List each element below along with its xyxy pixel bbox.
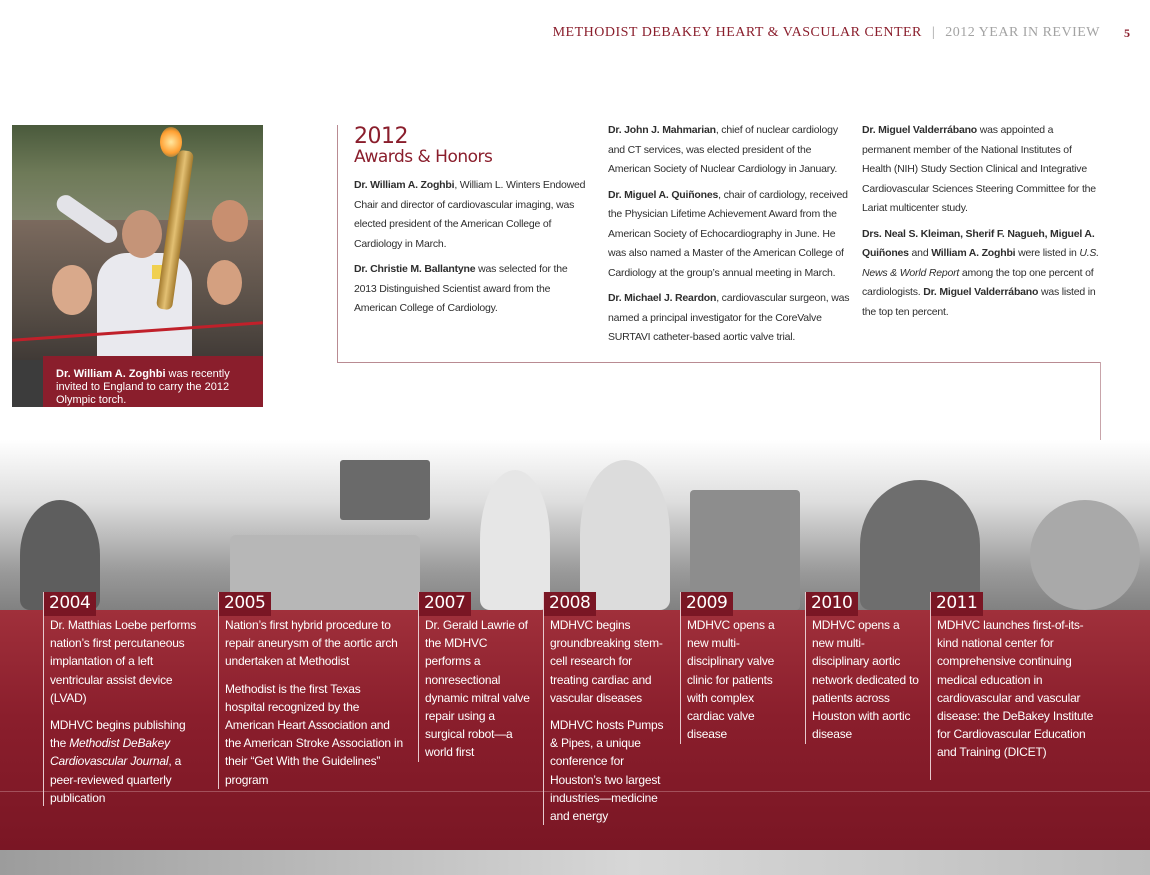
milestone-2007 [418,592,530,771]
olympic-torch-photo [12,125,263,407]
award-name: Dr. Miguel A. Quiñones [608,188,719,201]
milestone-line [43,592,44,806]
milestone-paragraph: MDHVC opens a new multi-disciplinary aortic network dedicated to patients across Houston with aortic disease [812,618,919,742]
page-number: 5 [1124,26,1130,40]
header-separator: | [931,25,936,40]
award-text: , chief of nuclear cardiology and CT services, was elected president of the American Society of Nuclear Cardiology in January. [608,124,838,175]
awards-frame-connector [1100,362,1101,442]
milestone-line [680,592,681,744]
award-name: Drs. Neal S. Kleiman, Sherif F. Nagueh, Miguel A. Quiñones [862,227,1095,259]
award-name: Dr. Miguel Valderrábano [862,124,978,136]
collage-monitor [340,460,430,520]
awards-column-2 [608,121,853,354]
awards-column-1 [354,176,590,325]
award-text: was appointed a permanent member of the National Institutes of Health (NIH) Study Section Clinical and Integrative Cardiovascular Sciences Steering Committee for the Lariat multicenter study. [862,124,1096,214]
award-entry [608,121,853,180]
milestone-line [930,592,931,780]
award-text: , William L. Winters Endowed Chair and director of cardiovascular imaging, was elected president of the American College of Cardiology in March. [354,179,586,250]
award-entry [354,260,590,319]
photo-spectator [212,200,248,242]
collage-doctor-figure [580,460,670,610]
journal-title: Methodist DeBakey Cardiovascular Journal [50,736,170,769]
award-entry [608,289,853,348]
milestone-2004 [43,592,203,816]
milestone-text [43,616,203,807]
award-text: were listed in [1015,247,1080,259]
milestone-line [805,592,806,744]
award-text: was selected for the 2013 Distinguished Scientist award from the American College of Cardiology. [354,263,568,314]
milestone-paragraph: MDHVC hosts Pumps & Pipes, a unique conference for Houston’s two largest industries—medicine and energy [550,718,664,824]
milestone-2010 [805,592,920,752]
milestone-2008 [543,592,671,834]
caption-name: Dr. William A. Zoghbi [56,368,166,380]
collage-surgeon-figure [860,480,980,610]
page-header [553,25,1100,41]
milestone-text-part: MDHVC begins publishing the [50,718,186,751]
milestone-paragraph: MDHVC begins groundbreaking stem-cell research for treating cardiac and vascular diseases [550,618,663,705]
milestone-year: 2009 [680,592,733,616]
milestone-paragraph: Nation’s first hybrid procedure to repair aneurysm of the aortic arch undertaken at Methodist [225,618,398,669]
award-text: among the top one percent of cardiologists. [862,266,1094,298]
award-text: , chair of cardiology, received the Physician Lifetime Achievement Award from the American Society of Echocardiography in June. He was also named a Master of the American College of Cardiology at the group’s annual meeting in March. [608,188,848,279]
award-name: Dr. Michael J. Reardon [608,292,717,304]
caption-text: was recently invited to England to carry the 2012 Olympic torch. [56,368,230,406]
milestone-paragraph: Dr. Matthias Loebe performs nation’s first percutaneous implantation of a left ventricular assist device (LVAD) [50,618,197,705]
milestone-year: 2007 [418,592,471,616]
award-name: William A. Zoghbi [931,247,1016,259]
milestone-text [418,616,530,762]
award-name: Dr. Christie M. Ballantyne [354,263,476,275]
milestone-paragraph: Methodist is the first Texas hospital recognized by the American Heart Association and the American Stroke Association in their “Get With the Guidelines” program [225,681,403,787]
award-text: and [908,247,932,259]
milestone-text [805,616,920,743]
awards-year: 2012 [354,124,408,149]
milestone-paragraph: MDHVC opens a new multi-disciplinary valve clinic for patients with complex cardiac valve disease [687,618,775,742]
award-entry [862,225,1102,323]
page-footer-strip [0,850,1150,875]
milestone-text [218,616,403,789]
milestone-year: 2004 [43,592,96,616]
award-name: Dr. William A. Zoghbi [354,179,455,191]
milestone-line [418,592,419,762]
award-text: was listed in the top ten percent. [862,286,1096,318]
milestone-year: 2005 [218,592,271,616]
milestone-2005 [218,592,403,798]
photo-child [207,260,242,305]
award-text: , cardiovascular surgeon, was named a principal investigator for the CoreValve SURTAVI catheter-based aortic valve trial. [608,292,850,343]
flame-icon [160,127,182,157]
milestone-text [543,616,671,825]
award-name: Dr. John J. Mahmarian [608,124,716,136]
photo-child [52,265,92,315]
photo-torchbearer-head [122,210,162,258]
milestone-year: 2011 [930,592,983,616]
milestone-2009 [680,592,790,752]
milestone-2011 [930,592,1100,771]
header-org: METHODIST DEBAKEY HEART & VASCULAR CENTER [552,25,922,40]
header-year-review: 2012 YEAR IN REVIEW [945,25,1100,40]
milestone-paragraph [50,716,203,807]
collage-doctor-figure [480,470,550,610]
publication-title: U.S. News & World Report [862,247,1099,279]
milestone-line [543,592,544,825]
award-name: Dr. Miguel Valderrábano [923,286,1039,298]
milestone-paragraph: Dr. Gerald Lawrie of the MDHVC performs a nonresectional dynamic mitral valve repair using a surgical robot—a world first [425,618,530,760]
award-entry [862,121,1102,219]
milestone-text-part: , a peer-reviewed quarterly publication [50,754,182,805]
milestone-line [218,592,219,789]
awards-title: Awards & Honors [354,147,493,167]
award-entry [608,186,853,284]
milestone-year: 2008 [543,592,596,616]
photo-torchbearer-shirt [97,253,192,363]
award-entry [354,176,590,254]
awards-column-3 [862,121,1102,328]
milestone-paragraph: MDHVC launches first-of-its-kind national center for comprehensive continuing medical education in cardiovascular and vascular disease: the DeBakey Institute for Cardiovascular Education and Training (DICET) [937,618,1094,760]
milestone-text [930,616,1100,762]
milestone-year: 2010 [805,592,858,616]
photo-caption [43,356,263,407]
milestone-text [680,616,790,743]
